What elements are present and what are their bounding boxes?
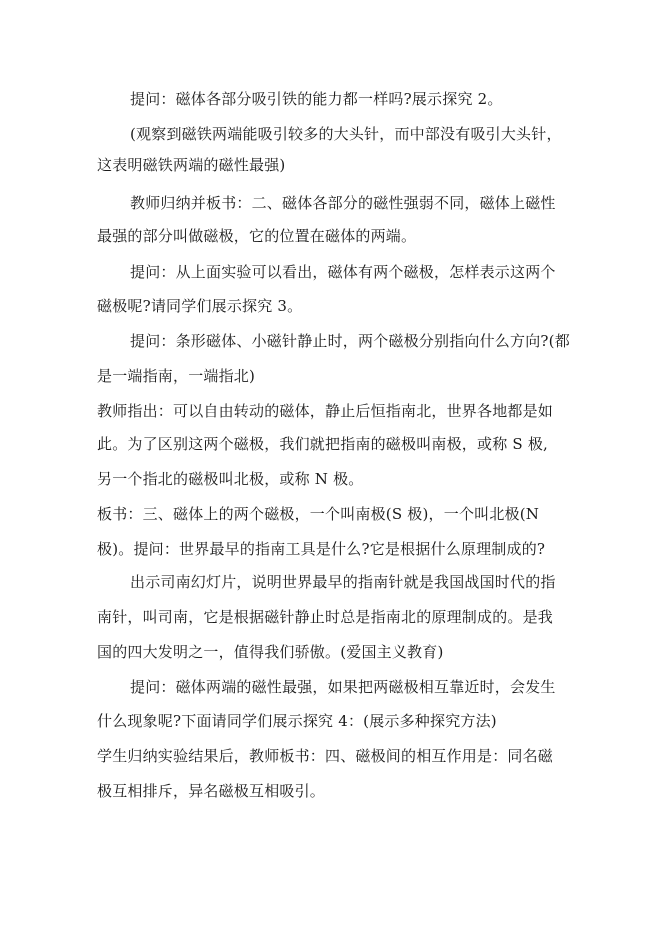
question-4-line-2: 什么现象呢?下面请同学们展示探究 4：(展示多种探究方法) (97, 712, 497, 730)
conclusion-line-1: 学生归纳实验结果后，教师板书：四、磁极间的相互作用是：同名磁 (97, 747, 554, 765)
observation-line-2: 这表明磁铁两端的磁性最强) (97, 156, 286, 174)
observation-line-1: (观察到磁铁两端能吸引较多的大头针，而中部没有吸引大头针， (130, 125, 562, 143)
sinan-line-3: 国的四大发明之一，值得我们骄傲。(爱国主义教育) (97, 643, 444, 661)
teacher-summary-2: 最强的部分叫做磁极，它的位置在磁体的两端。 (97, 227, 417, 245)
teacher-note-line-1: 教师指出：可以自由转动的磁体，静止后恒指南北，世界各地都是如 (97, 402, 554, 420)
question-3-line-1: 提问：条形磁体、小磁针静止时，两个磁极分别指向什么方向?(都 (130, 332, 570, 350)
sinan-line-1: 出示司南幻灯片，说明世界最早的指南针就是我国战国时代的指 (130, 573, 556, 591)
teacher-note-line-3: 另一个指北的磁极叫北极，或称 N 极。 (97, 470, 364, 488)
board-note-line-1: 板书：三、磁体上的两个磁极，一个叫南极(S 极)，一个叫北极(N (97, 505, 540, 523)
question-1: 提问：磁体各部分吸引铁的能力都一样吗?展示探究 2。 (130, 90, 503, 108)
question-2-line-1: 提问：从上面实验可以看出，磁体有两个磁极，怎样表示这两个 (130, 263, 556, 281)
teacher-summary-1: 教师归纳并板书：二、磁体各部分的磁性强弱不同，磁体上磁性 (130, 194, 556, 212)
sinan-line-2: 南针，叫司南，它是根据磁针静止时总是指南北的原理制成的。是我 (97, 608, 554, 626)
teacher-note-line-2: 此。为了区别这两个磁极，我们就把指南的磁极叫南极，或称 S 极, (97, 435, 548, 453)
board-note-line-2: 极)。提问：世界最早的指南工具是什么?它是根据什么原理制成的? (97, 540, 546, 558)
question-4-line-1: 提问：磁体两端的磁性最强，如果把两磁极相互靠近时，会发生 (130, 678, 556, 696)
question-2-line-2: 磁极呢?请同学们展示探究 3。 (97, 297, 303, 315)
question-3-line-2: 是一端指南，一端指北) (97, 367, 256, 385)
conclusion-line-2: 极互相排斥，异名磁极互相吸引。 (97, 782, 326, 800)
